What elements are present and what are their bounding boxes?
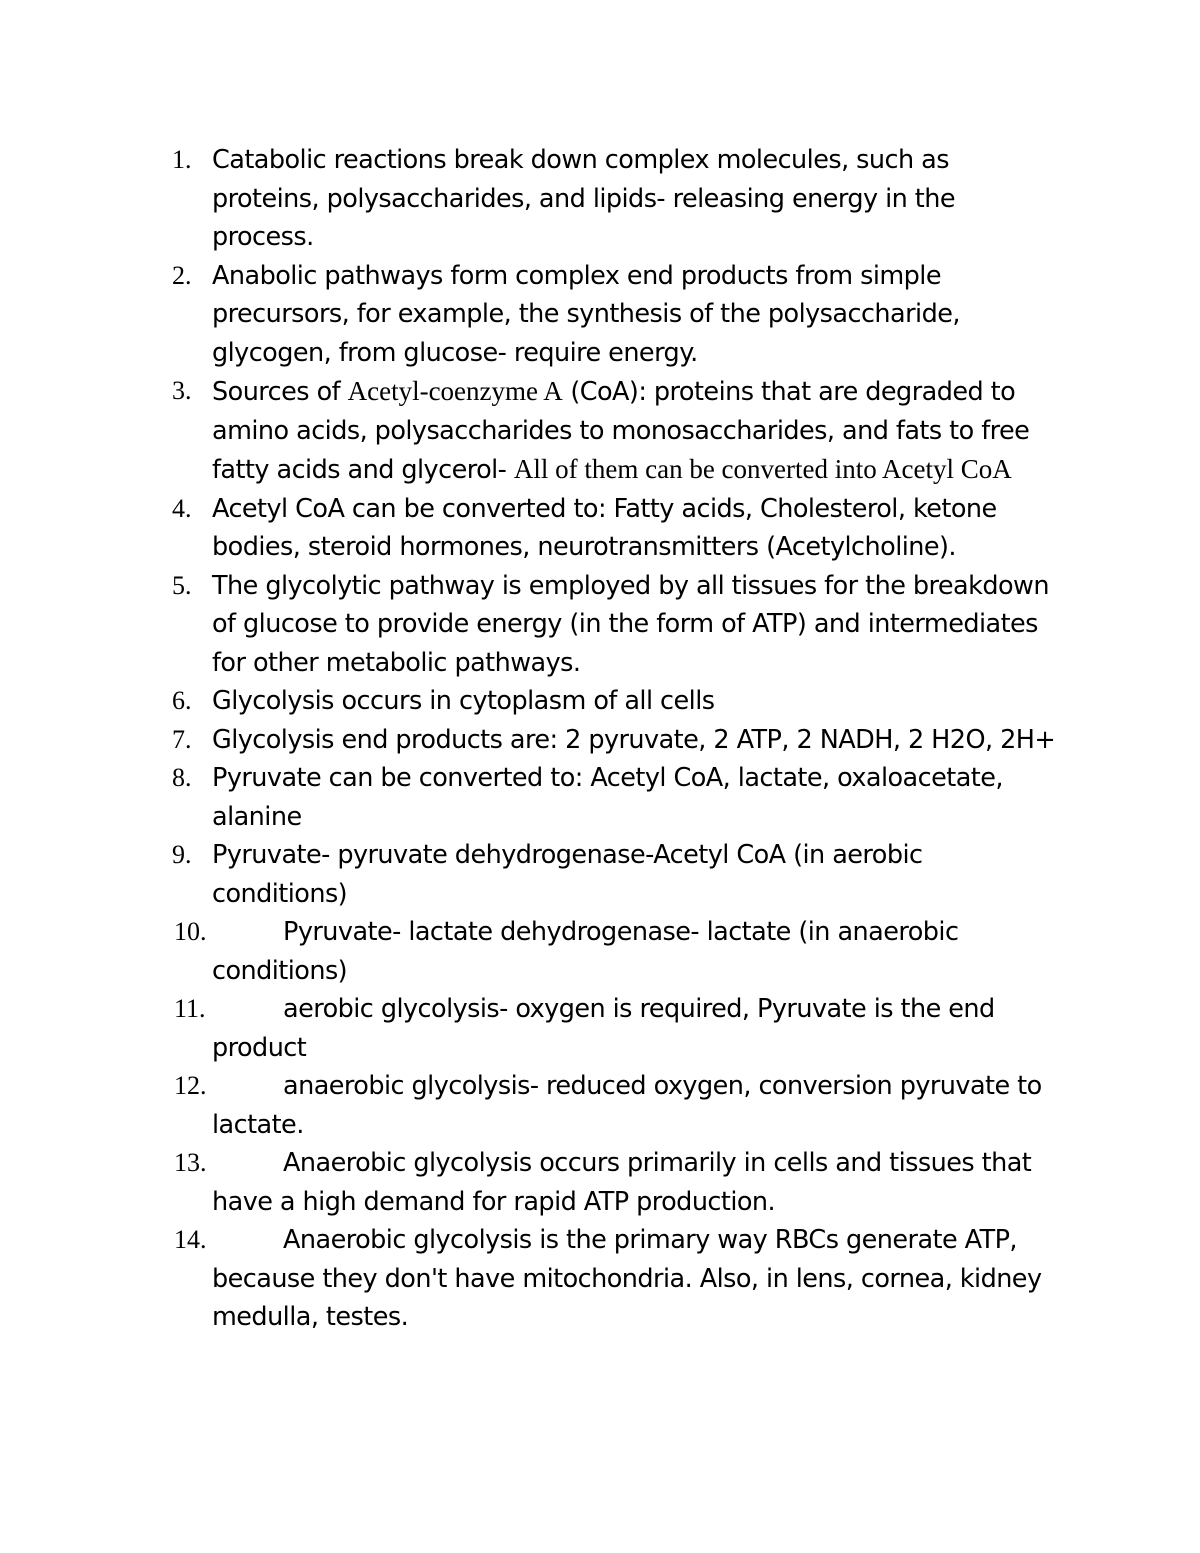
item-number: 10. (174, 917, 207, 946)
item-number: 12. (174, 1071, 207, 1100)
item-number: 3. (172, 376, 192, 405)
list-item (0, 682, 1200, 721)
list-item (0, 759, 1200, 836)
item-number: 6. (172, 686, 192, 715)
item-text: Acetyl CoA can be converted to: Fatty acids, Cholesterol, ketone bodies, steroid hormones, neurotransmitters (Acetylcholine). (212, 493, 997, 562)
list-item (0, 836, 1200, 913)
item-text: anaerobic glycolysis- reduced oxygen, conversion pyruvate to lactate. (212, 1071, 1042, 1140)
item-text: Pyruvate- lactate dehydrogenase- lactate (in anaerobic conditions) (212, 917, 959, 986)
list-item (0, 490, 1200, 567)
list-item (0, 1221, 1200, 1337)
item-text-serif: All of them can be converted into Acetyl CoA (513, 454, 1012, 484)
item-text-part: Sources of (212, 377, 348, 407)
item-text: Glycolysis end products are: 2 pyruvate, 2 ATP, 2 NADH, 2 H2O, 2H+ (212, 724, 1056, 755)
item-number: 9. (172, 840, 192, 869)
item-number: 7. (172, 724, 192, 754)
item-text-part: (CoA): proteins that are degraded to amino acids, polysaccharides to monosaccharides, and fats to free fatty acids and glycerol- (212, 377, 1030, 485)
list-item (0, 141, 1200, 257)
list-item (0, 990, 1200, 1067)
item-text: Anabolic pathways form complex end products from simple precursors, for example, the synthesis of the polysaccharide, glycogen, from glucose- require energy. (212, 260, 960, 368)
list-item (0, 372, 1200, 490)
list-item (0, 257, 1200, 373)
item-text: Anaerobic glycolysis occurs primarily in cells and tissues that have a high demand for rapid ATP production. (212, 1148, 1032, 1217)
item-text: Pyruvate can be converted to: Acetyl CoA, lactate, oxaloacetate, alanine (212, 763, 1003, 832)
item-number: 14. (174, 1225, 207, 1254)
item-text: Glycolysis occurs in cytoplasm of all cells (212, 686, 715, 716)
list-item (0, 913, 1200, 990)
list-item (0, 1067, 1200, 1144)
list-item (0, 721, 1200, 760)
item-number: 1. (172, 145, 192, 174)
item-text: Catabolic reactions break down complex molecules, such as proteins, polysaccharides, and lipids- releasing energy in the process. (212, 145, 955, 252)
item-number: 5. (172, 570, 192, 600)
item-text: aerobic glycolysis- oxygen is required, Pyruvate is the end product (212, 994, 995, 1063)
item-number: 4. (172, 493, 192, 523)
item-text (212, 377, 1029, 485)
item-text: Pyruvate- pyruvate dehydrogenase-Acetyl CoA (in aerobic conditions) (212, 840, 923, 909)
item-number: 11. (174, 994, 206, 1023)
item-number: 8. (172, 763, 192, 792)
item-text-serif: Acetyl-coenzyme A (347, 376, 563, 406)
numbered-list (0, 141, 1200, 1337)
item-number: 2. (172, 260, 192, 290)
list-item (0, 567, 1200, 683)
item-text: The glycolytic pathway is employed by all tissues for the breakdown of glucose to provide energy (in the form of ATP) and intermediates for other metabolic pathways. (212, 570, 1049, 678)
item-number: 13. (174, 1148, 207, 1177)
item-text: Anaerobic glycolysis is the primary way RBCs generate ATP, because they don't have mitochondria. Also, in lens, cornea, kidney medulla, testes. (212, 1225, 1042, 1332)
list-item (0, 1144, 1200, 1221)
